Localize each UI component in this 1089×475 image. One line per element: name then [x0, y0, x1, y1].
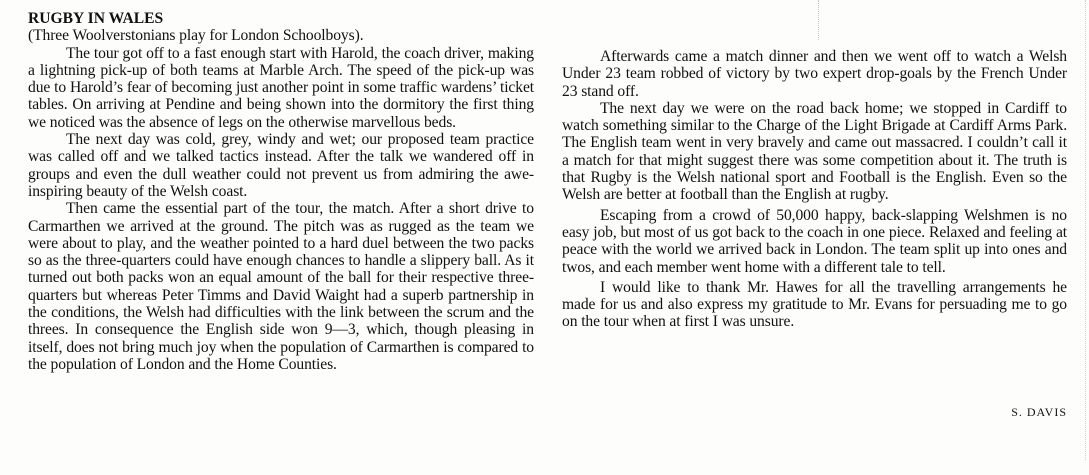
paragraph: The next day we were on the road back home; we stopped in Cardiff to watch something similar to the Charge of the Light Brigade at Cardiff Arms Park. The English team went in very bravely and came out massacred. I couldn’t call it a match for that might suggest there was some competition about it. The truth is that Rugby is the Welsh national sport and Football is the English. Even so the Welsh are better at football than the English at rugby. — [562, 99, 1067, 204]
column-rule-top — [818, 0, 820, 40]
paragraph: The tour got off to a fast enough start with Harold, the coach driver, making a lightning pick-up of both teams at Marble Arch. The speed of the pick-up was due to Harold’s fear of becoming just another point in some traffic wardens’ ticket tables. On arriving at Pendine and being shown into the dormitory the first thing we noticed was the absence of legs on the otherwise marvellous beds. — [28, 44, 534, 131]
right-column — [562, 48, 1067, 331]
paragraph: Then came the essential part of the tour, the match. After a short drive to Carmarthen we arrived at the ground. The pitch was as rugged as the team we were about to play, and the weather pointed to a hard duel between the two packs so as the three-quarters could have enough chances to handle a slippery ball. As it turned out both packs won an equal amount of the ball for their respective three-quarters but whereas Peter Timms and David Waight had a superb partnership in the conditions, the Welsh had difficulties with the link between the scrum and the threes. In consequence the English side won 9—3, which, though pleasing in itself, does not bring much joy when the population of Carmarthen is compared to the population of London and the Home Counties. — [28, 200, 534, 373]
left-column — [28, 10, 534, 373]
article-subtitle: (Three Woolverstonians play for London Schoolboys). — [28, 27, 364, 45]
paragraph: Afterwards came a match dinner and then we went off to watch a Welsh Under 23 team robbed of victory by two expert drop-goals by the French Under 23 stand off. — [562, 48, 1067, 100]
paragraph: The next day was cold, grey, windy and wet; our proposed team practice was called off and we talked tactics instead. After the talk we wandered off in groups and even the dull weather could not prevent us from admiring the awe-inspiring beauty of the Welsh coast. — [28, 131, 534, 200]
article-title: RUGBY IN WALES — [28, 10, 164, 27]
page-edge-rule — [1085, 0, 1087, 460]
paragraph: Escaping from a crowd of 50,000 happy, back-slapping Welshmen is no easy job, but most of us got back to the coach in one piece. Relaxed and feeling at peace with the world we arrived back in London. The team split up into ones and twos, and each member went home with a different tale to tell. — [562, 206, 1067, 276]
paragraph: I would like to thank Mr. Hawes for all the travelling arrangements he made for us and also express my gratitude to Mr. Evans for persuading me to go on the tour when at first I was unsure. — [562, 278, 1067, 331]
author-signature: S. DAVIS — [1011, 405, 1067, 419]
